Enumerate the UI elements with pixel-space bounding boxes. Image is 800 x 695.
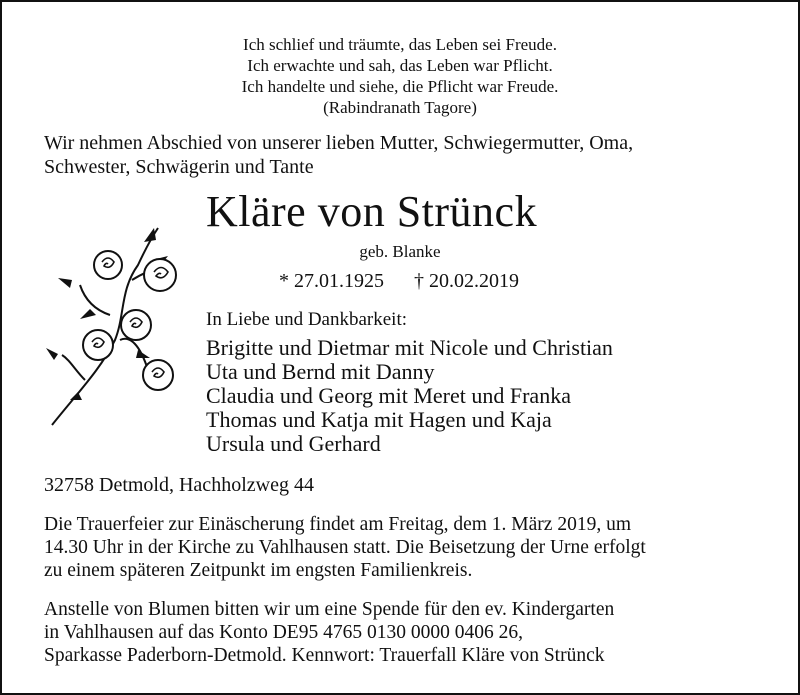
family-member: Ursula und Gerhard xyxy=(206,431,381,456)
rose-branch-icon xyxy=(40,220,180,430)
funeral-line: 14.30 Uhr in der Kirche zu Vahlhausen statt. Die Beisetzung der Urne erfolgt xyxy=(44,537,646,558)
birth-date: * 27.01.1925 xyxy=(279,270,384,292)
family-member: Claudia und Georg mit Meret und Franka xyxy=(206,383,571,408)
donation-info xyxy=(44,598,614,667)
deceased-name: Kläre von Strünck xyxy=(206,187,538,236)
poem-author: (Rabindranath Tagore) xyxy=(323,98,477,117)
funeral-line: Die Trauerfeier zur Einäscherung findet am Freitag, dem 1. März 2019, um xyxy=(44,514,631,535)
family-list xyxy=(206,336,613,456)
poem-line: Ich schlief und träumte, das Leben sei Freude. xyxy=(243,35,557,54)
death-date: † 20.02.2019 xyxy=(414,270,519,292)
poem xyxy=(0,34,800,118)
family-member: Uta und Bernd mit Danny xyxy=(206,359,435,384)
funeral-info xyxy=(44,513,646,582)
donation-line: in Vahlhausen auf das Konto DE95 4765 0130 0000 0406 26, xyxy=(44,622,523,643)
born-name: geb. Blanke xyxy=(359,242,441,261)
poem-line: Ich handelte und siehe, die Pflicht war Freude. xyxy=(241,77,559,96)
donation-line: Anstelle von Blumen bitten wir um eine Spende für den ev. Kindergarten xyxy=(44,599,615,620)
intro-text xyxy=(44,131,633,179)
intro-line: Wir nehmen Abschied von unserer lieben Mutter, Schwiegermutter, Oma, xyxy=(44,132,634,154)
family-member: Thomas und Katja mit Hagen und Kaja xyxy=(206,407,552,432)
family-member: Brigitte und Dietmar mit Nicole und Christian xyxy=(206,335,613,360)
address: 32758 Detmold, Hachholzweg 44 xyxy=(44,474,314,496)
intro-line: Schwester, Schwägerin und Tante xyxy=(44,156,314,178)
thanks-heading: In Liebe und Dankbarkeit: xyxy=(206,309,408,330)
poem-line: Ich erwachte und sah, das Leben war Pflicht. xyxy=(247,56,553,75)
funeral-line: zu einem späteren Zeitpunkt im engsten Familienkreis. xyxy=(44,560,473,581)
donation-line: Sparkasse Paderborn-Detmold. Kennwort: Trauerfall Kläre von Strünck xyxy=(44,645,605,666)
